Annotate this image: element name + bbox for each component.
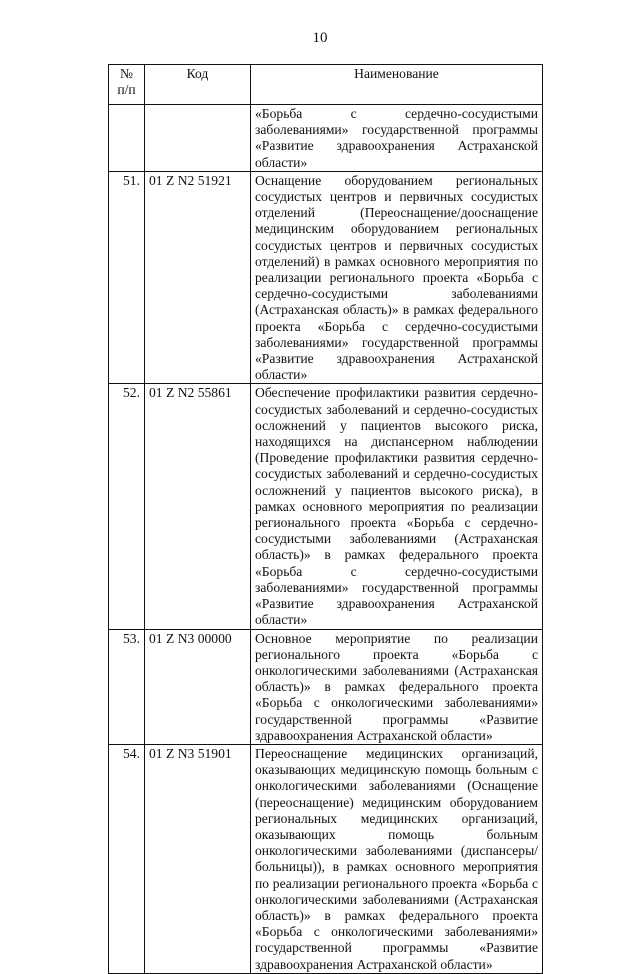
row-name: «Борьба с сердечно-сосудистыми заболеваниями» государственной программы «Развитие здравоохранения Астраханской области» [251,105,543,172]
row-number: 53. [109,629,145,744]
header-code: Код [145,65,251,105]
row-name: Переоснащение медицинских организаций, оказывающих медицинскую помощь больным с онкологическими заболеваниями (Оснащение (переоснащение) медицинским оборудованием региональных медицинских организаций, оказывающих помощь больным онкологическими заболеваниями (диспансеры/больницы)), в рамках основного мероприятия по реализации регионального проекта «Борьба с онкологическими заболеваниями (Астраханская область)» в рамках федерального проекта «Борьба с онкологическими заболеваниями» государственной программы «Развитие здравоохранения Астраханской области» [251,744,543,973]
registry-table [108,64,543,974]
table-header-row [109,65,543,105]
row-code: 01 Z N2 55861 [145,384,251,629]
table-row [109,105,543,172]
table-row [109,171,543,384]
table-row [109,384,543,629]
table-row [109,744,543,973]
table-row [109,629,543,744]
row-code: 01 Z N3 00000 [145,629,251,744]
page-number: 10 [312,30,328,46]
row-number: 52. [109,384,145,629]
row-name: Обеспечение профилактики развития сердечно-сосудистых заболеваний и сердечно-сосудистых осложнений у пациентов высокого риска, находящихся на диспансерном наблюдении (Проведение профилактики развития сердечно-сосудистых заболеваний и сердечно-сосудистых осложнений у пациентов высокого риска), в рамках основного мероприятия по реализации регионального проекта «Борьба с сердечно-сосудистыми заболеваниями (Астраханская область)» в рамках федерального проекта «Борьба с сердечно-сосудистыми заболеваниями» государственной программы «Развитие здравоохранения Астраханской области» [251,384,543,629]
row-number: 54. [109,744,145,973]
header-number: № п/п [109,65,145,105]
header-name: Наименование [251,65,543,105]
row-number [109,105,145,172]
row-code [145,105,251,172]
row-code: 01 Z N3 51901 [145,744,251,973]
row-code: 01 Z N2 51921 [145,171,251,384]
row-name: Оснащение оборудованием региональных сосудистых центров и первичных сосудистых отделений (Переоснащение/дооснащение медицинским оборудованием региональных сосудистых центров и первичных сосудистых отделений) в рамках основного мероприятия по реализации регионального проекта «Борьба с сердечно-сосудистыми заболеваниями (Астраханская область)» в рамках федерального проекта «Борьба с сердечно-сосудистыми заболеваниями» государственной программы «Развитие здравоохранения Астраханской области» [251,171,543,384]
row-name: Основное мероприятие по реализации регионального проекта «Борьба с онкологическими заболеваниями (Астраханская область)» в рамках федерального проекта «Борьба с онкологическими заболеваниями» государственной программы «Развитие здравоохранения Астраханской области» [251,629,543,744]
row-number: 51. [109,171,145,384]
